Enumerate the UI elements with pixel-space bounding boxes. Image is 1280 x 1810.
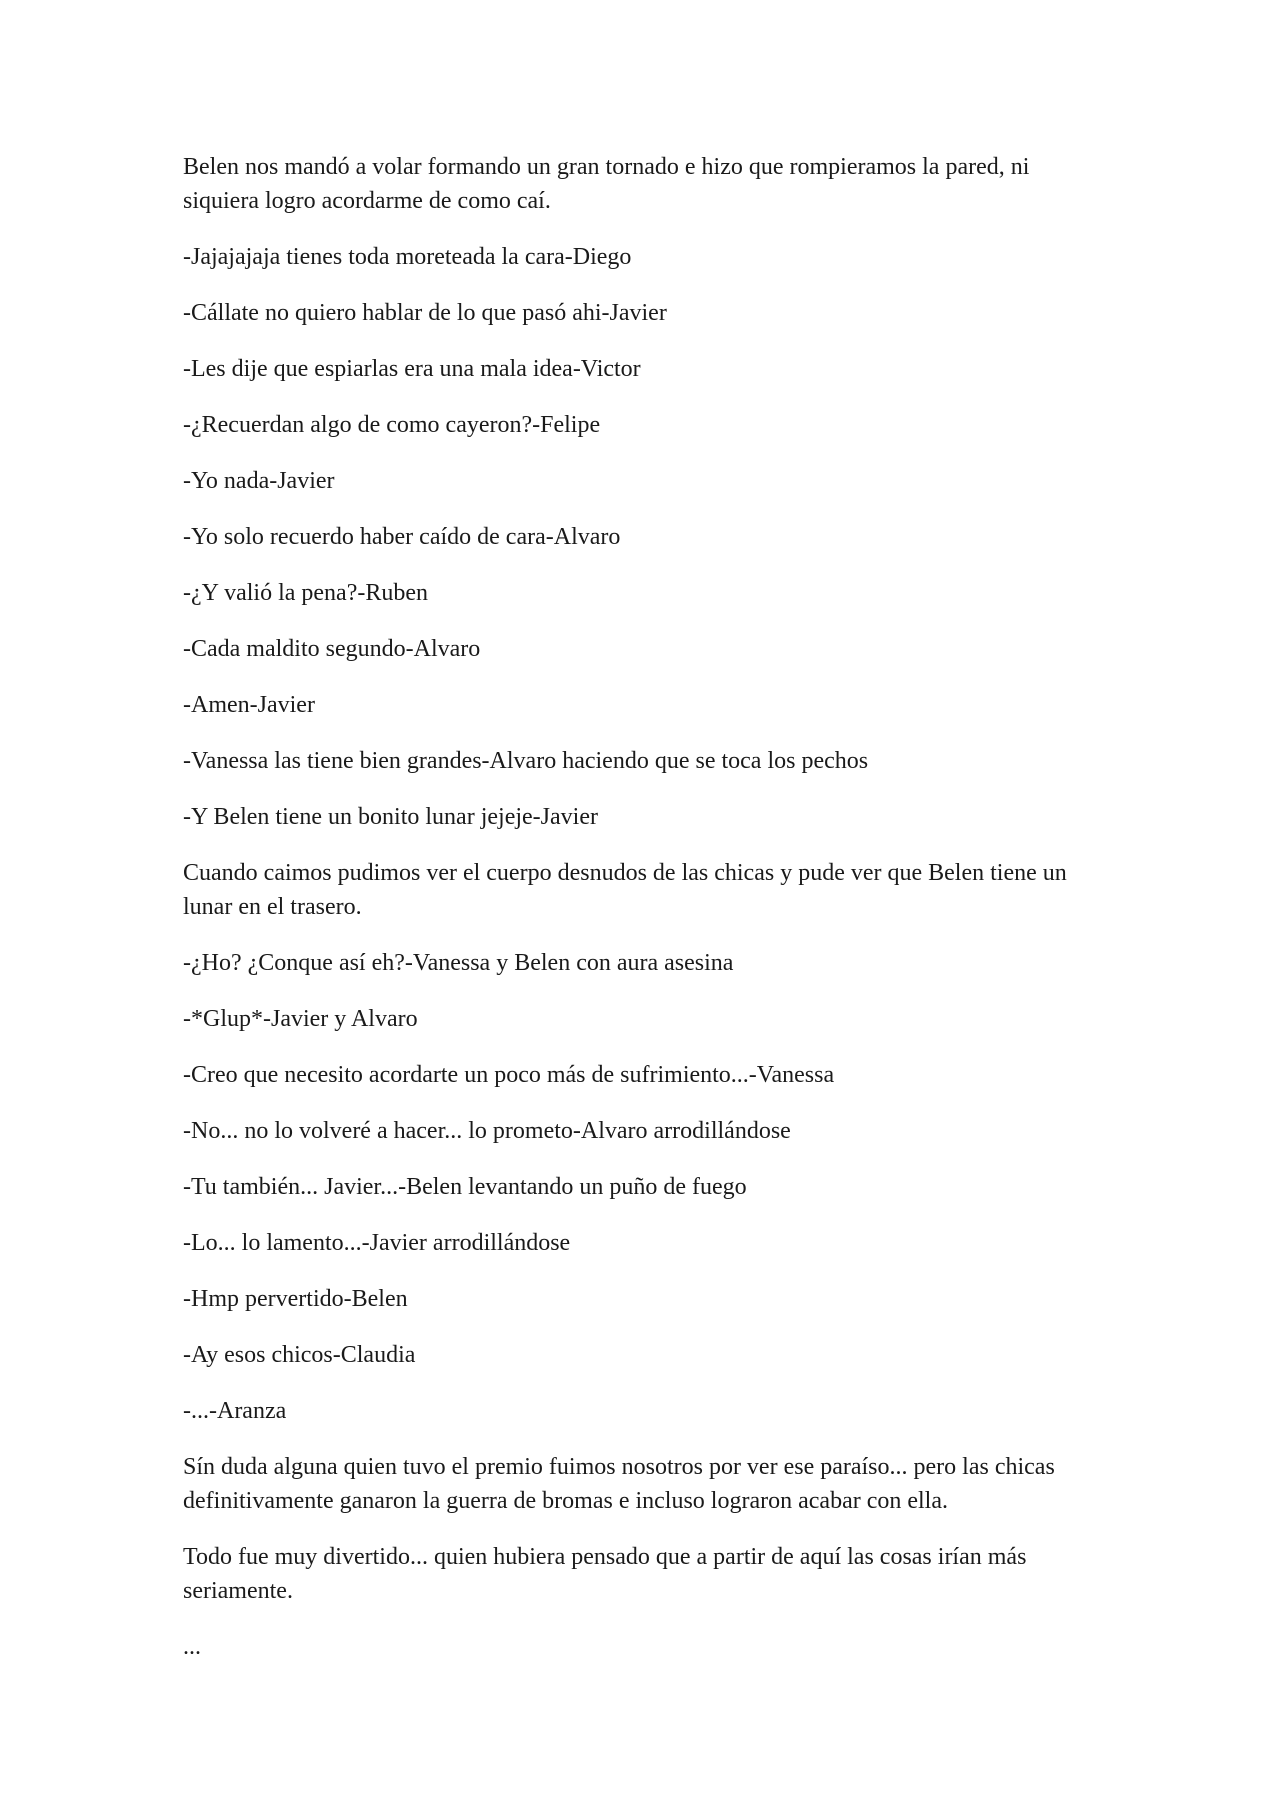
dialogue-line: -¿Recuerdan algo de como cayeron?-Felipe [183,412,601,438]
narration-paragraph: Cuando caimos pudimos ver el cuerpo desnudos de las chicas y pude ver que Belen tiene un lunar en el trasero. [183,860,1067,920]
dialogue-line: -No... no lo volveré a hacer... lo prometo-Alvaro arrodillándose [183,1118,791,1144]
document-page [183,150,1103,1686]
dialogue-line: -Ay esos chicos-Claudia [183,1342,416,1368]
dialogue-line: -Creo que necesito acordarte un poco más de sufrimiento...-Vanessa [183,1062,835,1088]
dialogue-line: -Lo... lo lamento...-Javier arrodillándose [183,1230,571,1256]
ellipsis-ending: ... [183,1634,201,1660]
dialogue-line: -Cállate no quiero hablar de lo que pasó ahi-Javier [183,300,667,326]
dialogue-line: -Cada maldito segundo-Alvaro [183,636,481,662]
dialogue-line: -¿Ho? ¿Conque así eh?-Vanessa y Belen con aura asesina [183,950,734,976]
dialogue-line: -Yo solo recuerdo haber caído de cara-Alvaro [183,524,621,550]
dialogue-line: -¿Y valió la pena?-Ruben [183,580,429,606]
dialogue-line: -...-Aranza [183,1398,287,1424]
paragraph-intro: Belen nos mandó a volar formando un gran tornado e hizo que rompieramos la pared, ni siquiera logro acordarme de como caí. [183,154,1030,214]
dialogue-line: -Les dije que espiarlas era una mala idea-Victor [183,356,641,382]
dialogue-line: -Y Belen tiene un bonito lunar jejeje-Javier [183,804,598,830]
dialogue-line: -Yo nada-Javier [183,468,335,494]
dialogue-line: -Vanessa las tiene bien grandes-Alvaro haciendo que se toca los pechos [183,748,869,774]
dialogue-line: -Hmp pervertido-Belen [183,1286,408,1312]
dialogue-line: -Jajajajaja tienes toda moreteada la cara-Diego [183,244,632,270]
narration-paragraph: Sín duda alguna quien tuvo el premio fuimos nosotros por ver ese paraíso... pero las chicas definitivamente ganaron la guerra de bromas e incluso lograron acabar con ella. [183,1454,1055,1514]
dialogue-line: -Tu también... Javier...-Belen levantando un puño de fuego [183,1174,747,1200]
dialogue-line: -Amen-Javier [183,692,315,718]
dialogue-line: -*Glup*-Javier y Alvaro [183,1006,418,1032]
narration-paragraph: Todo fue muy divertido... quien hubiera pensado que a partir de aquí las cosas irían más seriamente. [183,1544,1027,1604]
